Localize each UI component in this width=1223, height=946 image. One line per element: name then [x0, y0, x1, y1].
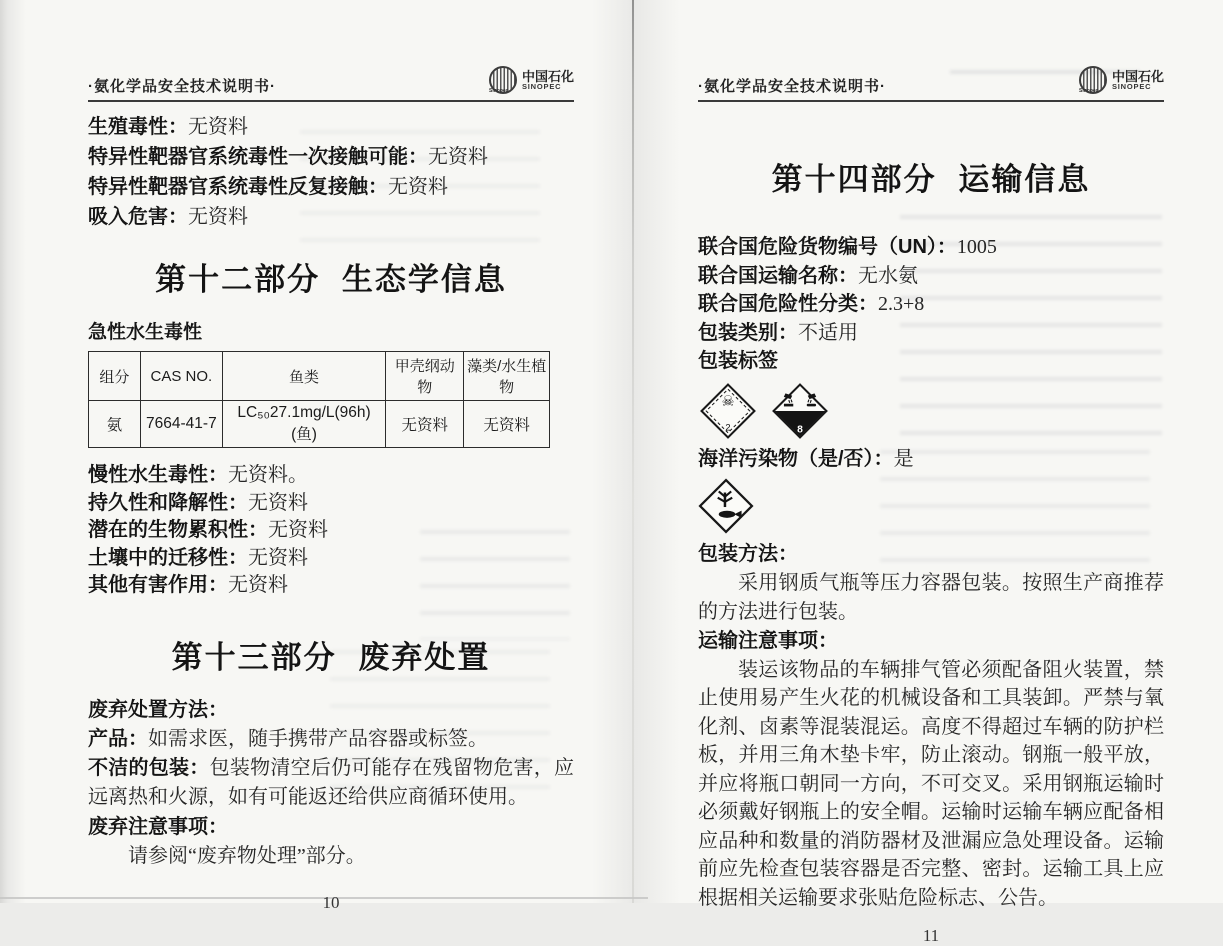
- field-value: 无资料: [248, 546, 308, 569]
- field-label: 其他有害作用：: [88, 574, 228, 596]
- disposal-block: [88, 695, 574, 871]
- transport-line: [698, 262, 1164, 291]
- hazard-class-number: 2: [725, 422, 731, 433]
- sinopec-logo-mark-text: Sinopec: [1078, 88, 1099, 94]
- field-label: 海洋污染物（是/否）：: [698, 447, 894, 470]
- toxicity-line: [88, 112, 574, 142]
- cell-fish: LC₅₀27.1mg/L(96h)(鱼): [223, 401, 386, 448]
- section-12-heading: 第十二部分 生态学信息: [155, 262, 507, 297]
- transport-kv-lines: [698, 233, 1164, 376]
- field-value: 无资料: [228, 574, 288, 596]
- field-label: 吸入危害：: [88, 206, 188, 228]
- field-value: 请参阅“废弃物处理”部分。: [128, 844, 366, 867]
- field-value: 无资料: [268, 519, 328, 541]
- toxicity-lines: [88, 112, 574, 232]
- sinopec-logo-en: SINOPEC: [521, 81, 562, 91]
- eco-line: [88, 517, 574, 545]
- field-label: 联合国危险货物编号（UN）：: [698, 236, 957, 258]
- corrosive-class-8-label-icon: [772, 383, 828, 439]
- eco-line: [88, 462, 574, 490]
- field-value: 包装物清空后仍可能存在残留物危害，应远离热和火源，如有可能返还给供应商循环使用。: [88, 756, 575, 808]
- sinopec-logo-cn: 中国石化: [1111, 68, 1164, 84]
- field-label: 慢性水生毒性：: [88, 464, 228, 486]
- sinopec-logo-mark-text: Sinopec: [488, 88, 509, 94]
- cell-algae: 无资料: [464, 401, 550, 448]
- page-header: [698, 62, 1164, 102]
- hand-icon: [807, 403, 816, 406]
- field-label: 联合国危险性分类：: [698, 293, 878, 315]
- scanner-edge-left: [0, 0, 26, 903]
- toxicity-line: [88, 202, 574, 232]
- field-value: 装运该物品的车辆排气管必须配备阻火装置，禁止使用易产生火花的机械设备和工具装卸。严禁与氧化剂、卤素等混装混运。高度不得超过车辆的防护栏板，并用三角木垫卡牢，防止滚动。钢瓶一般平放，并应将瓶口朝同一方向，不可交叉。采用钢瓶运输时必须戴好钢瓶上的安全帽。运输时运输车辆应配备相应品种和数量的消防器材及泄漏应急处理设备。运输前应先检查包装容器是否完整、密封。运输工具上应根据相关运输要求张贴危险标志、公告。: [698, 658, 1164, 909]
- sinopec-logo-cn: 中国石化: [521, 68, 574, 84]
- booklet-spine-crease: [632, 0, 634, 903]
- cell-component: 氨: [89, 401, 141, 448]
- acute-aquatic-toxicity-label: 急性水生毒性: [88, 322, 203, 343]
- cell-cas-no: 7664-41-7: [140, 401, 222, 448]
- field-label: 不洁的包装：: [88, 756, 210, 779]
- field-label: 潜在的生物累积性：: [88, 519, 268, 541]
- transport-notes-label: [698, 627, 1164, 656]
- col-header: 甲壳纲动物: [386, 352, 464, 401]
- disposal-method-label: [88, 695, 574, 725]
- field-label: 废弃处置方法：: [88, 698, 228, 721]
- material-bar-icon: [784, 403, 793, 406]
- field-value: 如需求医，随手携带产品容器或标签。: [148, 727, 488, 750]
- field-value: 无资料: [188, 206, 248, 228]
- field-label: 土壤中的迁移性：: [88, 546, 248, 569]
- section-14-heading: 第十四部分 运输信息: [771, 162, 1091, 197]
- field-value: 无水氨: [858, 264, 918, 287]
- booklet-title: ·氨化学品安全技术说明书·: [698, 78, 886, 95]
- packing-method-text: [698, 569, 1164, 627]
- dead-fish-icon: [719, 510, 736, 517]
- transport-line: [698, 319, 1164, 348]
- sinopec-logo: [1079, 66, 1164, 94]
- field-label: 包装方法：: [698, 542, 798, 565]
- field-value: 无资料: [248, 491, 308, 514]
- skull-crossbones-icon: ☠: [721, 393, 735, 410]
- cell-crustacea: 无资料: [386, 401, 464, 448]
- eco-property-lines: [88, 462, 574, 600]
- field-label: 包装标签: [698, 350, 778, 372]
- page-header: [88, 62, 574, 102]
- transport-notes-text: [698, 656, 1164, 913]
- hazard-class-number: 8: [797, 423, 803, 435]
- sinopec-logo-text: [1112, 70, 1164, 91]
- sinopec-logo-icon: [1079, 66, 1107, 94]
- toxicity-line: [88, 142, 574, 172]
- booklet-title: ·氨化学品安全技术说明书·: [88, 78, 276, 95]
- disposal-package-line: [88, 754, 574, 812]
- marine-pollutant-line: [698, 444, 1164, 474]
- page-11: [698, 62, 1164, 946]
- field-value: 1005: [956, 236, 997, 258]
- packing-label-title: [698, 347, 1164, 376]
- page-number: 11: [922, 926, 940, 945]
- page-gutter-shadow-left: [592, 0, 632, 903]
- disposal-product-line: [88, 725, 574, 754]
- field-label: 特异性靶器官系统毒性反复接触：: [88, 176, 388, 198]
- marine-pollutant-mark-row: [698, 478, 1164, 538]
- field-value: 无资料: [388, 176, 448, 198]
- field-label: 持久性和降解性：: [88, 491, 248, 514]
- toxicity-line: [88, 172, 574, 202]
- field-value: 2.3+8: [878, 293, 925, 315]
- eco-line: [88, 490, 574, 518]
- transport-line: [698, 233, 1164, 262]
- sinopec-logo: [489, 66, 574, 94]
- col-header: 藻类/水生植物: [464, 352, 550, 401]
- page-gutter-shadow-right: [634, 0, 680, 903]
- field-value: 是: [893, 447, 914, 470]
- field-value: 无资料。: [228, 464, 308, 486]
- aquatic-toxicity-table: [88, 351, 550, 448]
- table-header-row: [89, 352, 550, 401]
- disposal-note-label: [88, 812, 574, 842]
- field-label: 包装类别：: [698, 321, 798, 344]
- hazard-labels-row: [700, 382, 1164, 440]
- field-label: 联合国运输名称：: [698, 264, 858, 287]
- field-value: 无资料: [428, 146, 488, 168]
- disposal-note-text: [88, 842, 574, 871]
- field-value: 无资料: [188, 116, 248, 138]
- field-value: 不适用: [798, 321, 858, 344]
- eco-line: [88, 545, 574, 573]
- toxic-gas-class-2-label-icon: [700, 383, 756, 439]
- sinopec-logo-text: [522, 70, 574, 91]
- field-label: 运输注意事项：: [698, 629, 838, 652]
- field-label: 特异性靶器官系统毒性一次接触可能：: [88, 146, 428, 168]
- col-header: 鱼类: [223, 352, 386, 401]
- eco-line: [88, 572, 574, 600]
- page-number: 10: [322, 892, 340, 912]
- section-13-heading: 第十三部分 废弃处置: [171, 639, 491, 675]
- field-label: 产品：: [88, 727, 148, 750]
- sinopec-logo-en: SINOPEC: [1111, 81, 1152, 91]
- table-row: [89, 401, 550, 448]
- field-label: 废弃注意事项：: [88, 815, 228, 838]
- col-header: CAS NO.: [140, 352, 222, 401]
- sinopec-logo-icon: [489, 66, 517, 94]
- field-value: 采用钢质气瓶等压力容器包装。按照生产商推荐的方法进行包装。: [698, 571, 1164, 623]
- packing-method-label: [698, 540, 1164, 569]
- marine-pollutant-label-icon: [698, 478, 754, 534]
- page-10: [88, 62, 574, 913]
- col-header: 组分: [89, 352, 141, 401]
- field-label: 生殖毒性：: [88, 116, 188, 138]
- transport-line: [698, 290, 1164, 319]
